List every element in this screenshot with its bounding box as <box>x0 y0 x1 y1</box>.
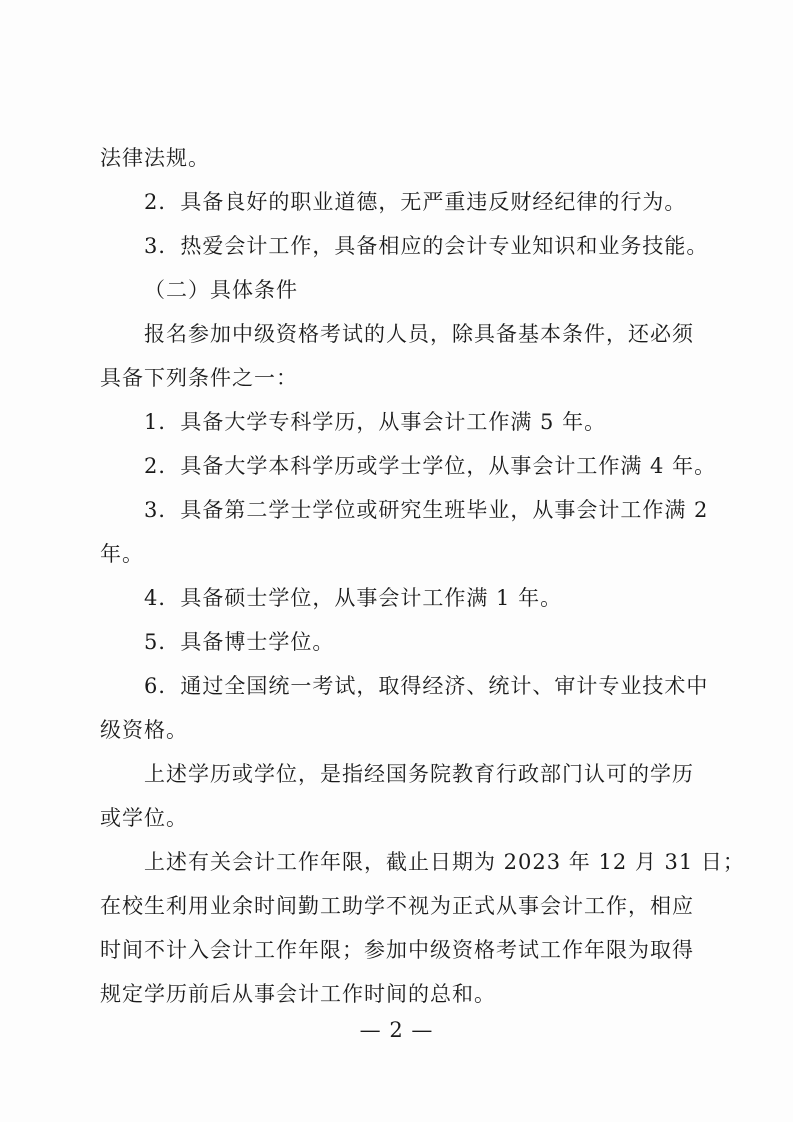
list-item: 2．具备大学本科学历或学士学位，从事会计工作满 4 年。 <box>144 454 717 478</box>
paragraph-line: 时间不计入会计工作年限；参加中级资格考试工作年限为取得 <box>100 938 694 962</box>
paragraph-line: 或学位。 <box>100 806 188 830</box>
list-item: 4．具备硕士学位，从事会计工作满 1 年。 <box>144 586 563 610</box>
list-item: 6．通过全国统一考试，取得经济、统计、审计专业技术中 <box>144 674 709 698</box>
paragraph-line: 法律法规。 <box>100 146 210 170</box>
list-item: 5．具备博士学位。 <box>144 630 335 654</box>
document-body <box>100 136 745 1016</box>
paragraph-line: 上述学历或学位，是指经国务院教育行政部门认可的学历 <box>144 762 694 786</box>
paragraph-line: 规定学历前后从事会计工作时间的总和。 <box>100 982 496 1006</box>
list-item-continuation: 级资格。 <box>100 718 188 742</box>
paragraph-line: 2．具备良好的职业道德，无严重违反财经纪律的行为。 <box>144 190 687 214</box>
list-item: 1．具备大学专科学历，从事会计工作满 5 年。 <box>144 410 607 434</box>
paragraph-line: 上述有关会计工作年限，截止日期为 2023 年 12 月 31 日； <box>144 850 745 874</box>
section-heading: （二）具体条件 <box>144 278 298 302</box>
page-number: — 2 — <box>359 1018 434 1042</box>
paragraph-line: 具备下列条件之一： <box>100 366 298 390</box>
paragraph-line: 在校生利用业余时间勤工助学不视为正式从事会计工作，相应 <box>100 894 694 918</box>
paragraph-line: 报名参加中级资格考试的人员，除具备基本条件，还必须 <box>144 322 694 346</box>
list-item: 3．具备第二学士学位或研究生班毕业，从事会计工作满 2 <box>144 498 709 522</box>
list-item-continuation: 年。 <box>100 542 144 566</box>
paragraph-line: 3．热爱会计工作，具备相应的会计专业知识和业务技能。 <box>144 234 709 258</box>
